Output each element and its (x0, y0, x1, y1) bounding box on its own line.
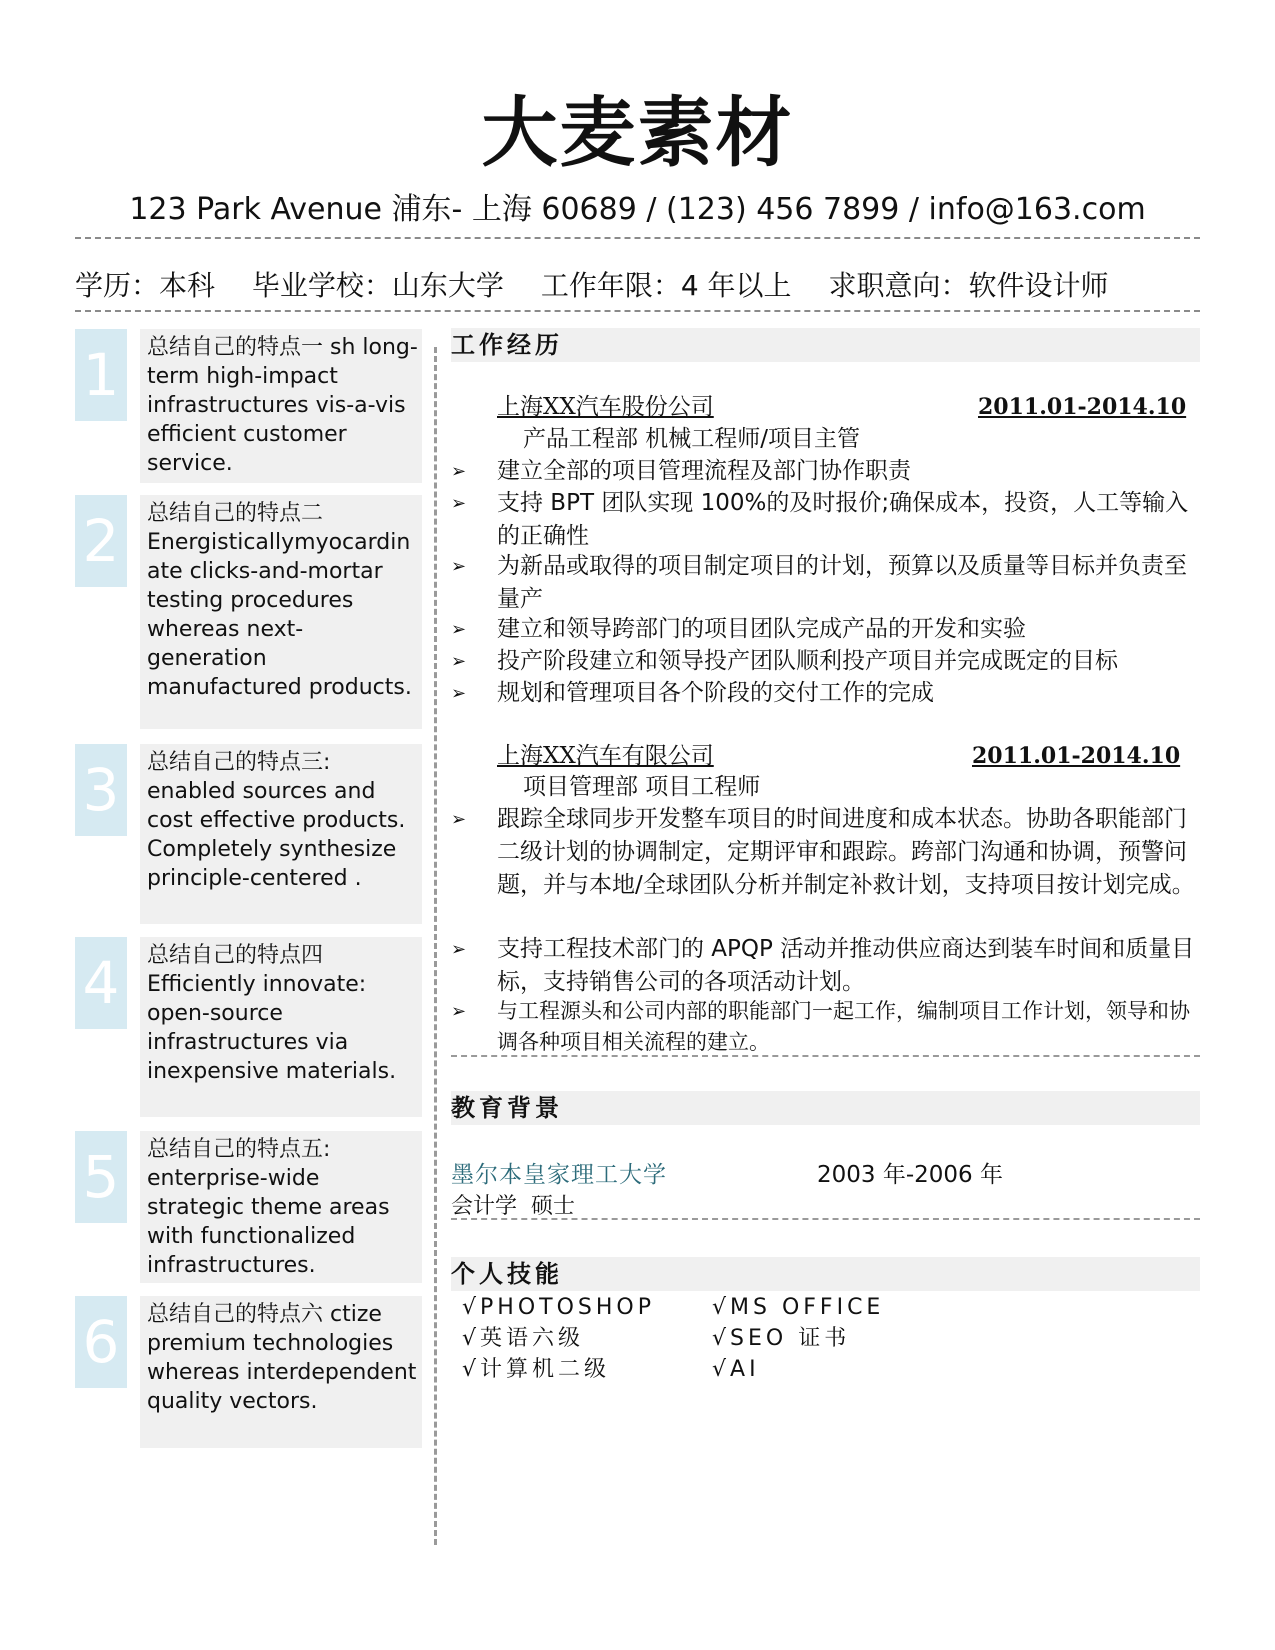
skill-item: √英语六级 (462, 1326, 585, 1351)
feature-text: 总结自己的特点四 Efficiently innovate: open-source infrastructures via inexpensive materials. (140, 937, 422, 1117)
job-bullet: ➢ 建立和领导跨部门的项目团队完成产品的开发和实验 (451, 613, 1203, 646)
feature-number: 5 (75, 1131, 127, 1223)
arrow-bullet-icon: ➢ (451, 556, 467, 577)
job-bullet: ➢ 建立全部的项目管理流程及部门协作职责 (451, 455, 1203, 488)
arrow-bullet-icon: ➢ (451, 619, 467, 640)
skill-item: √MS OFFICE (712, 1295, 885, 1320)
contact-line: 123 Park Avenue 浦东- 上海 60689 / (123) 456 7899 / info@163.com (129, 192, 1146, 227)
job-bullet: ➢ 支持工程技术部门的 APQP 活动并推动供应商达到装车时间和质量目标，支持销售公司的各项活动计划。 (451, 933, 1203, 999)
skill-item: √SEO 证书 (712, 1326, 851, 1351)
job-bullet: ➢ 规划和管理项目各个阶段的交付工作的完成 (451, 677, 1203, 710)
degree: 会计学 硕士 (451, 1194, 575, 1219)
feature-number: 2 (75, 495, 127, 587)
skill-item: √PHOTOSHOP (462, 1295, 655, 1320)
basic-info-row (75, 268, 1136, 304)
work-divider (451, 1055, 1200, 1057)
graduate-school: 毕业学校：山东大学 (251, 269, 504, 302)
arrow-bullet-icon: ➢ (451, 651, 467, 672)
education-level: 学历：本科 (75, 269, 216, 302)
job-bullet: ➢ 支持 BPT 团队实现 100%的及时报价;确保成本，投资，人工等输入的正确性 (451, 487, 1203, 553)
education-heading: 教育背景 (451, 1091, 1200, 1125)
skill-item: √AI (712, 1357, 760, 1382)
info-divider (75, 310, 1200, 312)
header-divider (75, 237, 1200, 239)
school-name: 墨尔本皇家理工大学 (451, 1162, 667, 1188)
job-bullet: ➢ 跟踪全球同步开发整车项目的时间进度和成本状态。协助各职能部门二级计划的协调制定，定期评审和跟踪。跨部门沟通和协调，预警问题，并与本地/全球团队分析并制定补救计划，支持项目按计划完成。 (451, 803, 1203, 902)
feature-number: 3 (75, 744, 127, 836)
arrow-bullet-icon: ➢ (451, 683, 467, 704)
study-period: 2003 年-2006 年 (817, 1162, 1003, 1188)
arrow-bullet-icon: ➢ (451, 1001, 467, 1022)
job-bullet: ➢ 投产阶段建立和领导投产团队顺利投产项目并完成既定的目标 (451, 645, 1203, 678)
feature-text: 总结自己的特点五: enterprise-wide strategic theme areas with functionalized infrastructures. (140, 1131, 422, 1283)
resume-name: 大麦素材 (481, 88, 794, 177)
arrow-bullet-icon: ➢ (451, 461, 467, 482)
column-divider (434, 347, 437, 1545)
feature-text: 总结自己的特点二 Energisticallymyocardinate clicks-and-mortar testing procedures whereas next-generation manufactured products. (140, 495, 422, 729)
job-date: 2011.01-2014.10 (978, 394, 1187, 420)
feature-text: 总结自己的特点六 ctize premium technologies whereas interdependent quality vectors. (140, 1296, 422, 1448)
feature-number: 6 (75, 1296, 127, 1388)
job-department: 产品工程部 机械工程师/项目主管 (523, 426, 861, 452)
skills-heading: 个人技能 (451, 1257, 1200, 1291)
work-heading: 工作经历 (451, 328, 1200, 362)
work-years: 工作年限：4 年以上 (540, 269, 792, 302)
arrow-bullet-icon: ➢ (451, 493, 467, 514)
job-bullet: ➢ 与工程源头和公司内部的职能部门一起工作，编制项目工作计划，领导和协调各种项目相关流程的建立。 (451, 996, 1203, 1058)
feature-number: 4 (75, 937, 127, 1029)
feature-text: 总结自己的特点三: enabled sources and cost effective products. Completely synthesize principle-centered . (140, 744, 422, 924)
company-name: 上海XX汽车有限公司 (497, 743, 714, 769)
skill-item: √计算机二级 (462, 1357, 611, 1382)
job-bullet: ➢ 为新品或取得的项目制定项目的计划，预算以及质量等目标并负责至量产 (451, 550, 1203, 616)
arrow-bullet-icon: ➢ (451, 939, 467, 960)
feature-number: 1 (75, 329, 127, 421)
education-divider (451, 1218, 1200, 1220)
feature-text: 总结自己的特点一 sh long-term high-impact infrastructures vis-a-vis efficient customer service. (140, 329, 422, 483)
arrow-bullet-icon: ➢ (451, 809, 467, 830)
job-date: 2011.01-2014.10 (972, 743, 1181, 769)
job-objective: 求职意向：软件设计师 (828, 269, 1109, 302)
company-name: 上海XX汽车股份公司 (497, 394, 714, 420)
job-department: 项目管理部 项目工程师 (523, 774, 761, 800)
